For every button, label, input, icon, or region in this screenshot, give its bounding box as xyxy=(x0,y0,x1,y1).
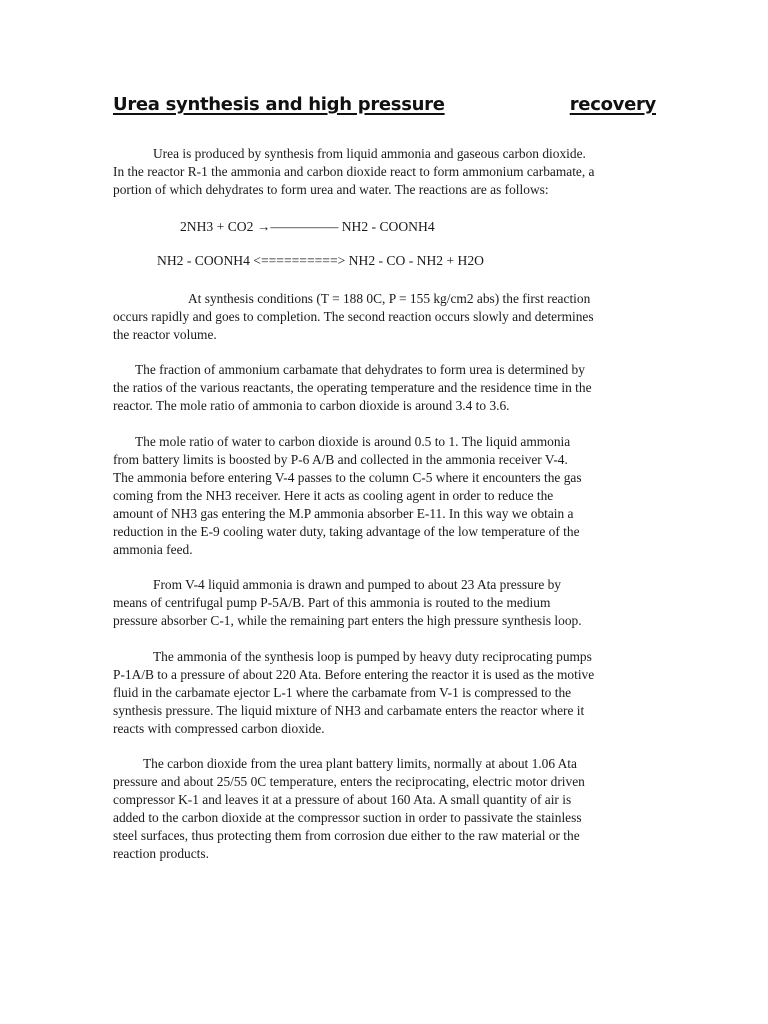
title-part-1: Urea synthesis and high pressure xyxy=(113,94,445,115)
paragraph-carbamate-fraction xyxy=(113,361,592,415)
text-line: From V-4 liquid ammonia is drawn and pumped to about 23 Ata pressure by xyxy=(153,577,561,592)
document-title xyxy=(113,94,658,115)
text-line: pressure and about 25/55 0C temperature, enters the reciprocating, electric motor driven xyxy=(113,774,585,789)
reaction-equation-2: NH2 - COONH4 <==========> NH2 - CO - NH2 + H2O xyxy=(157,253,484,268)
text-line: The fraction of ammonium carbamate that dehydrates to form urea is determined by xyxy=(135,362,585,377)
text-line: The mole ratio of water to carbon dioxide is around 0.5 to 1. The liquid ammonia xyxy=(135,434,571,449)
text-line: reacts with compressed carbon dioxide. xyxy=(113,721,325,736)
text-line: portion of which dehydrates to form urea and water. The reactions are as follows: xyxy=(113,182,549,197)
text-line: from battery limits is boosted by P-6 A/B and collected in the ammonia receiver V-4. xyxy=(113,452,568,467)
text-line: reaction products. xyxy=(113,846,209,861)
paragraph-mole-ratio xyxy=(113,433,582,559)
text-line: ammonia feed. xyxy=(113,542,193,557)
text-line: P-1A/B to a pressure of about 220 Ata. Before entering the reactor it is used as the motive xyxy=(113,667,595,682)
text-line: reduction in the E-9 cooling water duty, taking advantage of the low temperature of the xyxy=(113,524,580,539)
text-line: The ammonia of the synthesis loop is pumped by heavy duty reciprocating pumps xyxy=(153,649,592,664)
paragraph-v4-ammonia xyxy=(113,576,582,630)
text-line: steel surfaces, thus protecting them from corrosion due either to the raw material or the xyxy=(113,828,580,843)
text-line: occurs rapidly and goes to completion. The second reaction occurs slowly and determines xyxy=(113,309,594,324)
paragraph-intro xyxy=(113,145,595,199)
text-line: The carbon dioxide from the urea plant battery limits, normally at about 1.06 Ata xyxy=(143,756,577,771)
reaction-equation-1: 2NH3 + CO2 →————— NH2 - COONH4 xyxy=(180,219,435,234)
text-line: amount of NH3 gas entering the M.P ammonia absorber E-11. In this way we obtain a xyxy=(113,506,574,521)
title-part-2: recovery xyxy=(569,94,656,115)
text-line: added to the carbon dioxide at the compressor suction in order to passivate the stainless xyxy=(113,810,582,825)
text-line: reactor. The mole ratio of ammonia to carbon dioxide is around 3.4 to 3.6. xyxy=(113,398,510,413)
text-line: the ratios of the various reactants, the operating temperature and the residence time in the xyxy=(113,380,592,395)
paragraph-synthesis-conditions xyxy=(113,290,594,344)
text-line: fluid in the carbamate ejector L-1 where the carbamate from V-1 is compressed to the xyxy=(113,685,572,700)
text-line: Urea is produced by synthesis from liquid ammonia and gaseous carbon dioxide. xyxy=(153,146,586,161)
text-line: pressure absorber C-1, while the remaining part enters the high pressure synthesis loop. xyxy=(113,613,582,628)
text-line: The ammonia before entering V-4 passes to the column C-5 where it encounters the gas xyxy=(113,470,582,485)
text-line: coming from the NH3 receiver. Here it acts as cooling agent in order to reduce the xyxy=(113,488,554,503)
text-line: the reactor volume. xyxy=(113,327,217,342)
text-line: synthesis pressure. The liquid mixture of NH3 and carbamate enters the reactor where it xyxy=(113,703,585,718)
paragraph-synthesis-loop xyxy=(113,648,594,738)
paragraph-carbon-dioxide xyxy=(113,755,585,863)
reaction-equations xyxy=(113,218,484,270)
text-line: In the reactor R-1 the ammonia and carbon dioxide react to form ammonium carbamate, a xyxy=(113,164,595,179)
text-line: At synthesis conditions (T = 188 0C, P = 155 kg/cm2 abs) the first reaction xyxy=(188,291,591,306)
text-line: compressor K-1 and leaves it at a pressure of about 160 Ata. A small quantity of air is xyxy=(113,792,572,807)
text-line: means of centrifugal pump P-5A/B. Part of this ammonia is routed to the medium xyxy=(113,595,551,610)
